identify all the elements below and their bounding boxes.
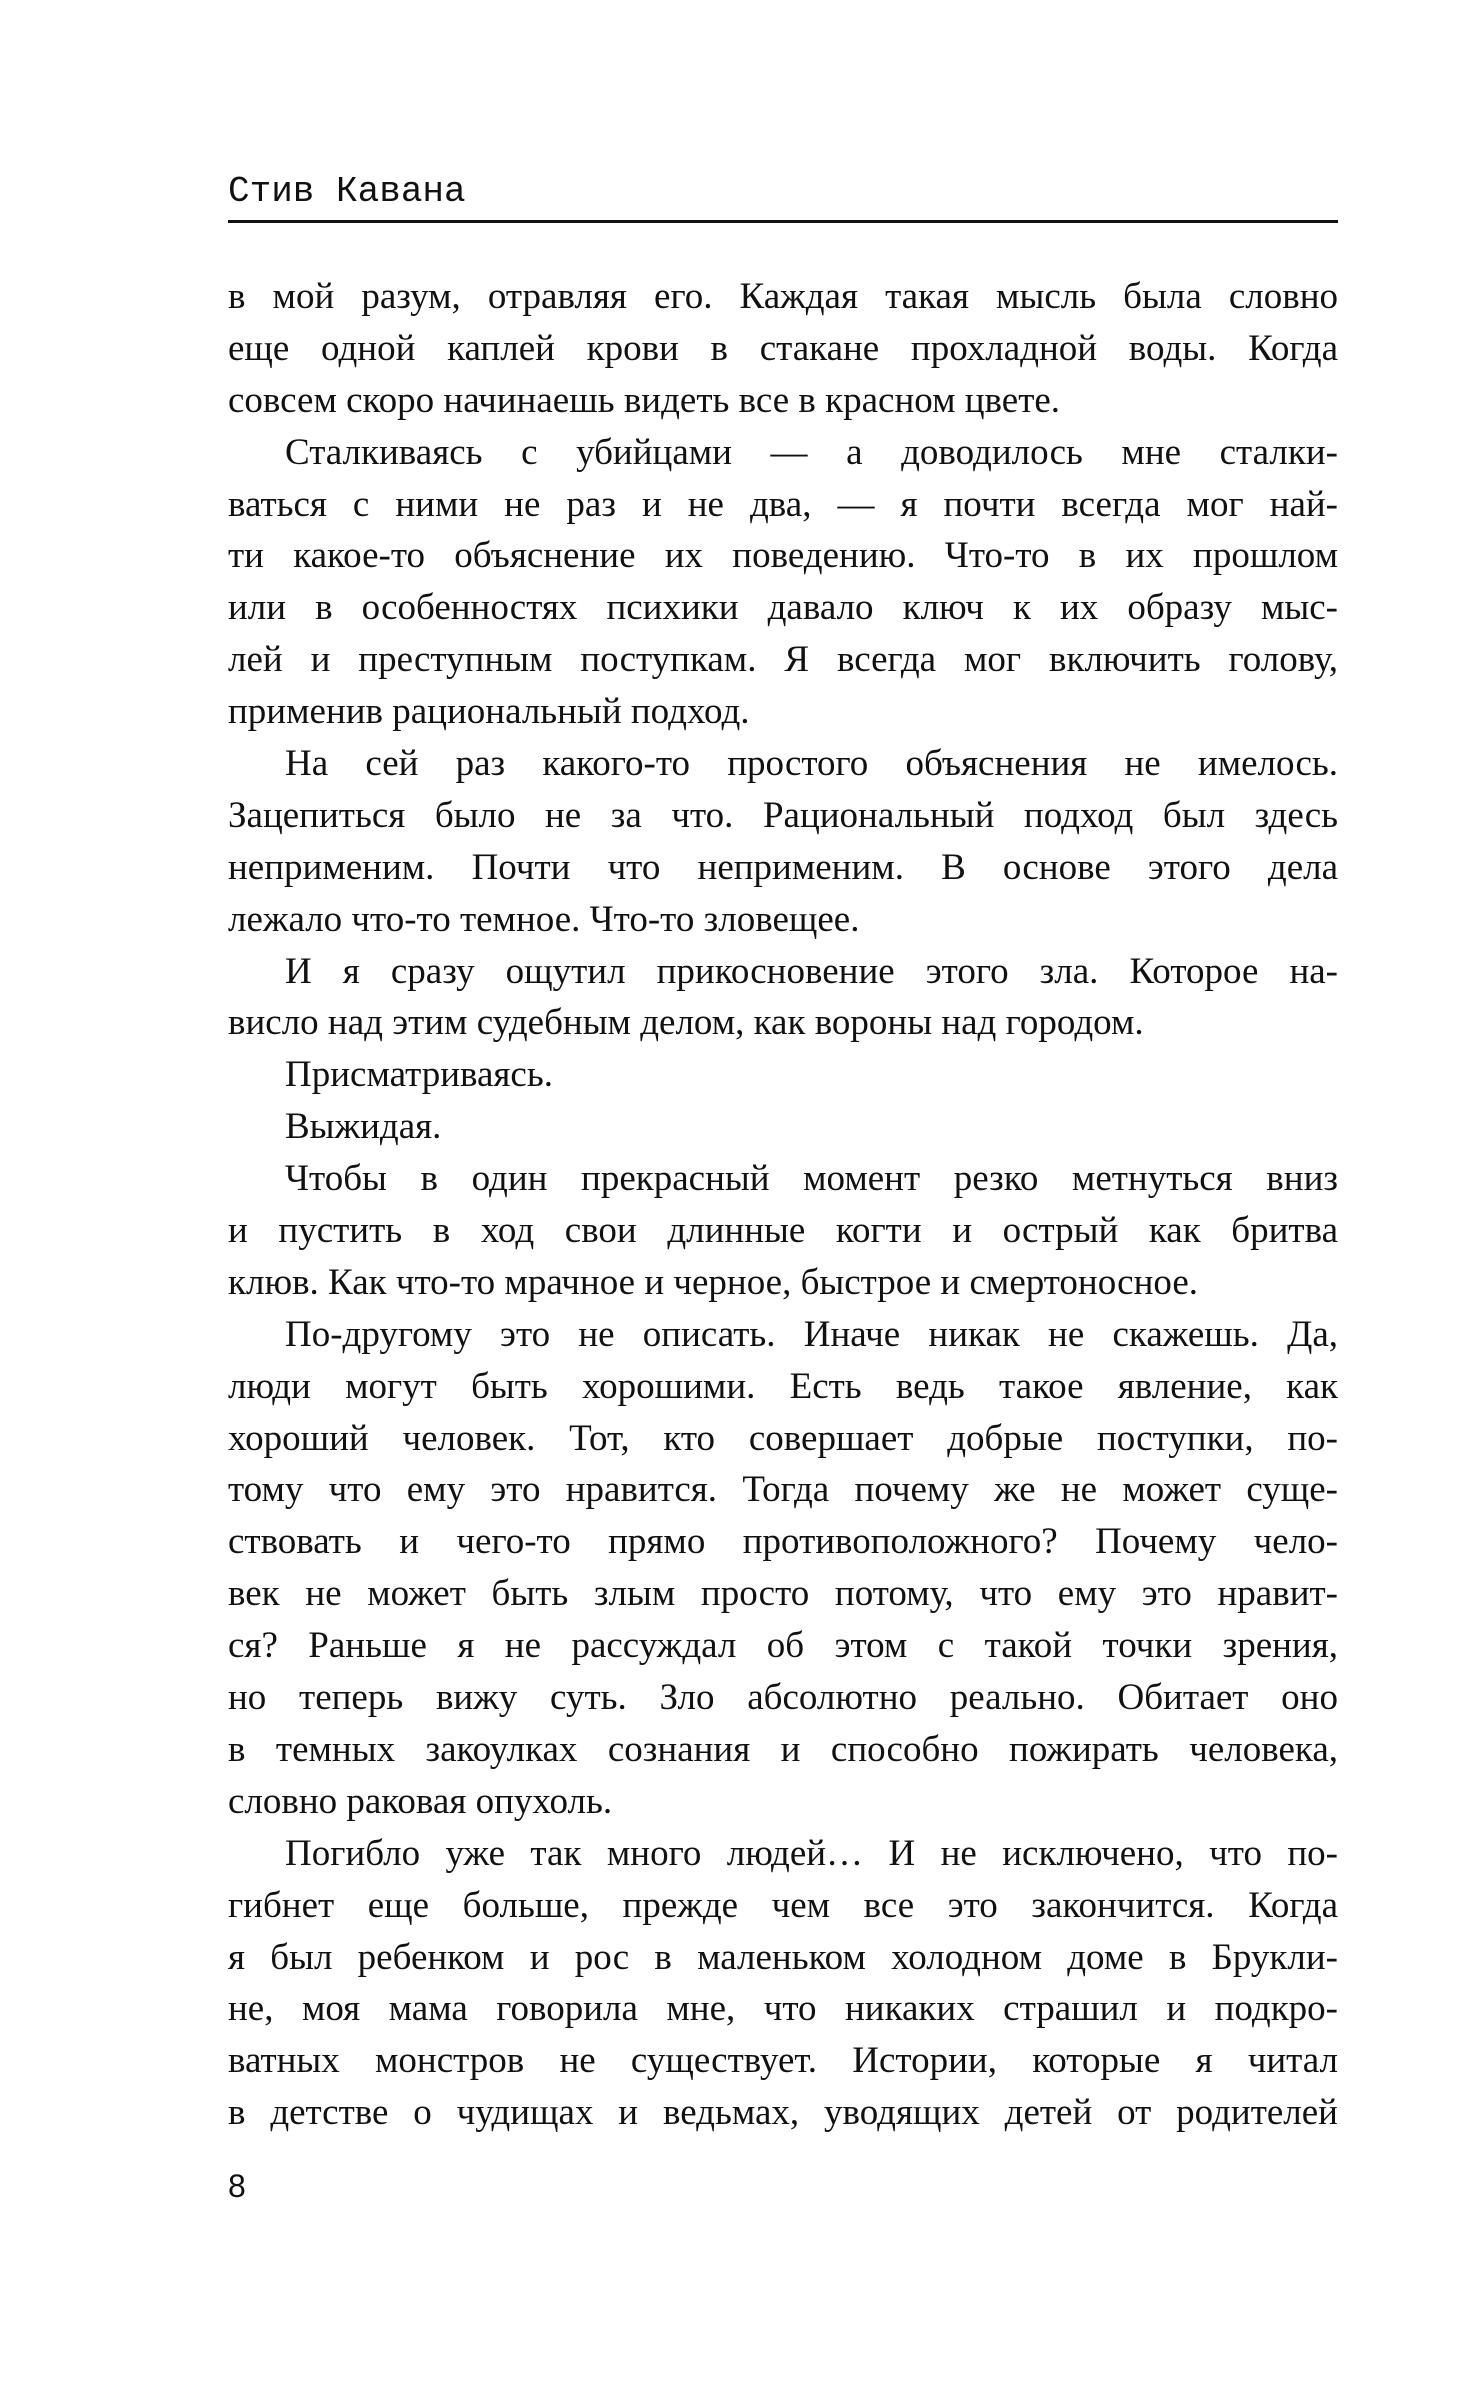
text-line: хороший человек. Тот, кто совершает добрые поступки, по- [228, 1417, 1338, 1459]
text-line: Зацепиться было не за что. Рациональный подход был здесь [228, 794, 1338, 836]
text-line: Чтобы в один прекрасный момент резко метнуться вниз [285, 1158, 1338, 1200]
text-line: в мой разум, отравляя его. Каждая такая мысль была словно [228, 276, 1338, 317]
paragraph [228, 271, 1338, 427]
paragraph [228, 1049, 1338, 1101]
text-line: или в особенностях психики давало ключ к их образу мыс- [228, 587, 1338, 629]
text-line: неприменим. Почти что неприменим. В основе этого дела [228, 846, 1338, 888]
text-line: не, моя мама говорила мне, что никаких страшил и подкро- [228, 1988, 1338, 2030]
text-line: тому что ему это нравится. Тогда почему же не может суще- [228, 1469, 1338, 1511]
text-line: ствовать и чего-то прямо противоположного? Почему чело- [228, 1521, 1338, 1563]
text-line: применив рациональный подход. [228, 691, 750, 733]
paragraph [228, 738, 1338, 946]
text-line: Сталкиваясь с убийцами — а доводилось мне сталки- [285, 431, 1338, 473]
text-line: еще одной каплей крови в стакане прохладной воды. Когда [228, 327, 1338, 369]
paragraph [228, 1153, 1338, 1309]
body-text [228, 271, 1338, 2139]
text-line: ти какое-то объяснение их поведению. Что-то в их прошлом [228, 535, 1338, 577]
text-line: На сей раз какого-то простого объяснения не имелось. [285, 743, 1338, 785]
paragraph [228, 946, 1338, 1050]
text-line: висло над этим судебным делом, как вороны над городом. [228, 1002, 1144, 1044]
text-line: Выжидая. [285, 1106, 442, 1148]
text-line: гибнет еще больше, прежде чем все это закончится. Когда [228, 1884, 1338, 1926]
text-line: По-другому это не описать. Иначе никак не скажешь. Да, [285, 1313, 1338, 1355]
text-line: век не может быть злым просто потому, что ему это нравит- [228, 1573, 1338, 1615]
running-head-author: Стив Кавана [228, 171, 466, 212]
text-line: люди могут быть хорошими. Есть ведь такое явление, как [228, 1365, 1338, 1407]
text-line: совсем скоро начинаешь видеть все в красном цвете. [228, 379, 1061, 421]
text-line: и пустить в ход свои длинные когти и острый как бритва [228, 1210, 1338, 1252]
text-line: клюв. Как что-то мрачное и черное, быстрое и смертоносное. [228, 1261, 1199, 1303]
text-line: я был ребенком и рос в маленьком холодном доме в Брукли- [228, 1936, 1338, 1978]
text-line: лей и преступным поступкам. Я всегда мог включить голову, [228, 639, 1338, 681]
text-line: ваться с ними не раз и не два, — я почти всегда мог най- [228, 483, 1338, 525]
paragraph [228, 1828, 1338, 2139]
text-line: но теперь вижу суть. Зло абсолютно реально. Обитает оно [228, 1677, 1338, 1719]
paragraph [228, 1309, 1338, 1828]
paragraph [228, 427, 1338, 738]
header-rule [228, 220, 1338, 223]
text-line: ся? Раньше я не рассуждал об этом с такой точки зрения, [228, 1625, 1338, 1667]
page-number: 8 [228, 2168, 246, 2204]
text-line: в детстве о чудищах и ведьмах, уводящих детей от родителей [228, 2092, 1338, 2134]
text-line: в темных закоулках сознания и способно пожирать человека, [228, 1728, 1338, 1770]
text-line: Присматриваясь. [285, 1054, 553, 1096]
text-line: словно раковая опухоль. [228, 1780, 613, 1822]
text-line: И я сразу ощутил прикосновение этого зла. Которое на- [285, 950, 1338, 992]
paragraph [228, 1101, 1338, 1153]
text-line: ватных монстров не существует. Истории, которые я читал [228, 2040, 1338, 2082]
text-line: лежало что-то темное. Что-то зловещее. [228, 898, 860, 940]
text-line: Погибло уже так много людей… И не исключено, что по- [285, 1832, 1338, 1874]
